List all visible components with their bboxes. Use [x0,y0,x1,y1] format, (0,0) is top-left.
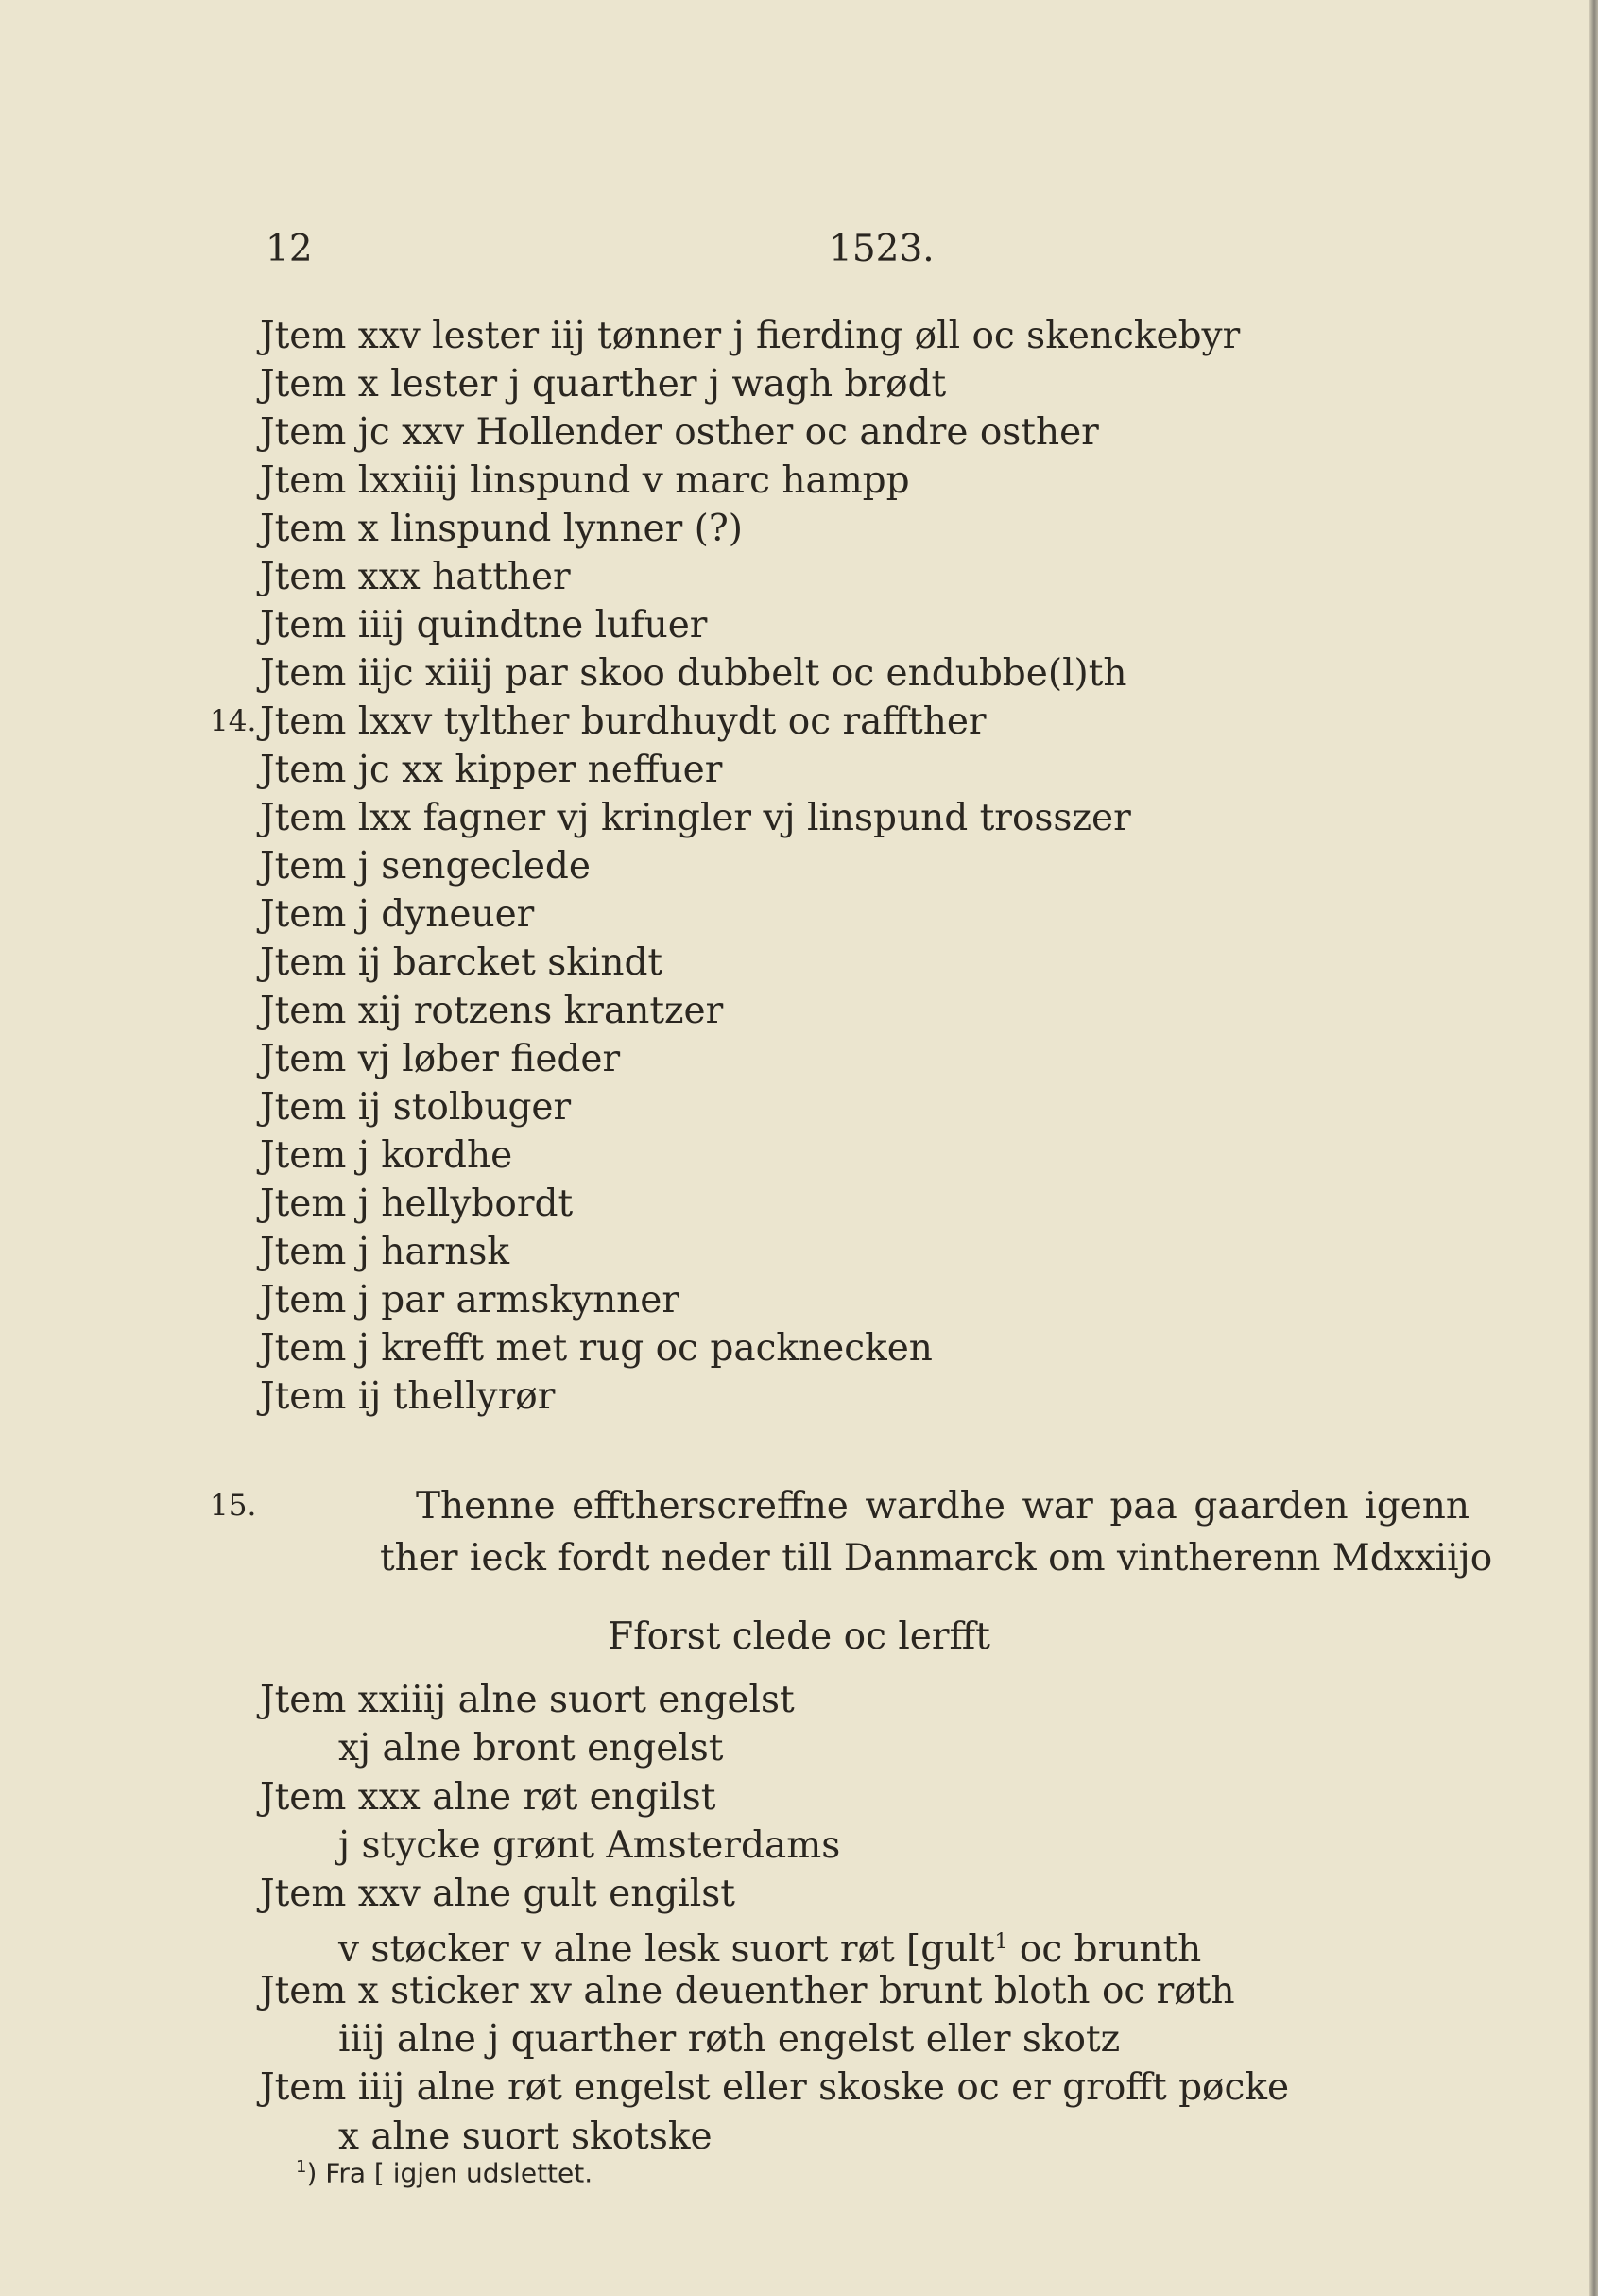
inventory-list-2 [0,1676,1550,2161]
list-item: j stycke grønt Amsterdams [338,1823,841,1867]
list-item: Jtem vj løber fieder [260,1038,621,1080]
list-item: Jtem ij stolbuger [260,1086,572,1129]
paragraph-15 [0,1480,1550,1584]
footnote: $^1$) Fra [ igjen udslettet. [296,2157,593,2189]
list-item: Jtem ij thellyrør [260,1375,556,1418]
list-item: Jtem j dyneuer [260,893,535,936]
list-item: Jtem jc xx kipper neffuer [260,749,723,791]
list-item: Jtem xxiiij alne suort engelst [260,1679,795,1721]
list-item: Jtem j hellybordt [260,1183,574,1225]
margin-number: 15. [210,1489,257,1523]
paragraph-line: ther ieck fordt neder till Danmarck om vintherenn Mdxxiijo [380,1537,1493,1580]
list-item: Jtem xxv alne gult engilst [260,1873,735,1916]
list-item: v støcker v alne lesk suort røt [gult$^1$ oc brunth [338,1928,1202,1972]
section-title: Fforst clede oc lerfft [608,1615,990,1658]
inventory-list-1 [0,312,1550,1421]
list-item: 14. Jtem lxxv tylther burdhuydt oc raffther [0,698,1550,746]
list-item: Jtem x sticker xv alne deuenther brunt bloth oc røth [260,1969,1235,2012]
footnote-text: Fra [ igjen udslettet. [325,2157,593,2189]
list-item: Jtem j sengeclede [260,845,591,888]
list-item: Jtem j krefft met rug oc packnecken [260,1327,933,1370]
list-item: Jtem x lester j quarther j wagh brødt [260,363,947,406]
list-item: Jtem j par armskynner [260,1279,680,1321]
list-item: Jtem lxx fagner vj kringler vj linspund trosszer [260,797,1131,839]
list-item: Jtem lxxiiij linspund v marc hampp [260,459,910,502]
page-number: 12 [266,228,313,270]
footnote-reference: 1 [994,1930,1008,1955]
list-item: Jtem xxx hatther [260,556,571,598]
list-item: Jtem iiij quindtne lufuer [260,604,708,647]
list-item: Jtem iiij alne røt engelst eller skoske oc er grofft pøcke [260,2066,1290,2110]
page-edge [1589,0,1598,2296]
list-item: Jtem jc xxv Hollender osther oc andre osther [260,411,1099,454]
page-year: 1523. [829,228,935,270]
list-item: Jtem xxx alne røt engilst [260,1775,716,1819]
list-item: x alne suort skotske [338,2115,713,2158]
list-item: Jtem j kordhe [260,1134,513,1177]
list-item: Jtem ij barcket skindt [260,941,663,984]
list-item: Jtem x linspund lynner (?) [260,508,743,550]
list-item: Jtem iijc xiiij par skoo dubbelt oc endubbe(l)th [260,652,1127,695]
margin-number: 14. [210,704,257,738]
footnote-mark: 1 [296,2157,307,2177]
list-item: xj alne bront engelst [338,1727,724,1770]
list-item: Jtem xij rotzens krantzer [260,990,724,1032]
paragraph-line: 15. Thenne efftherscreffne wardhe war paa gaarden igenn [0,1480,1550,1532]
list-item: Jtem xxv lester iij tønner j fierding øll oc skenckebyr [260,315,1241,357]
list-item: Jtem j harnsk [260,1231,510,1273]
list-item: iiij alne j quarther røth engelst eller skotz [338,2018,1121,2062]
